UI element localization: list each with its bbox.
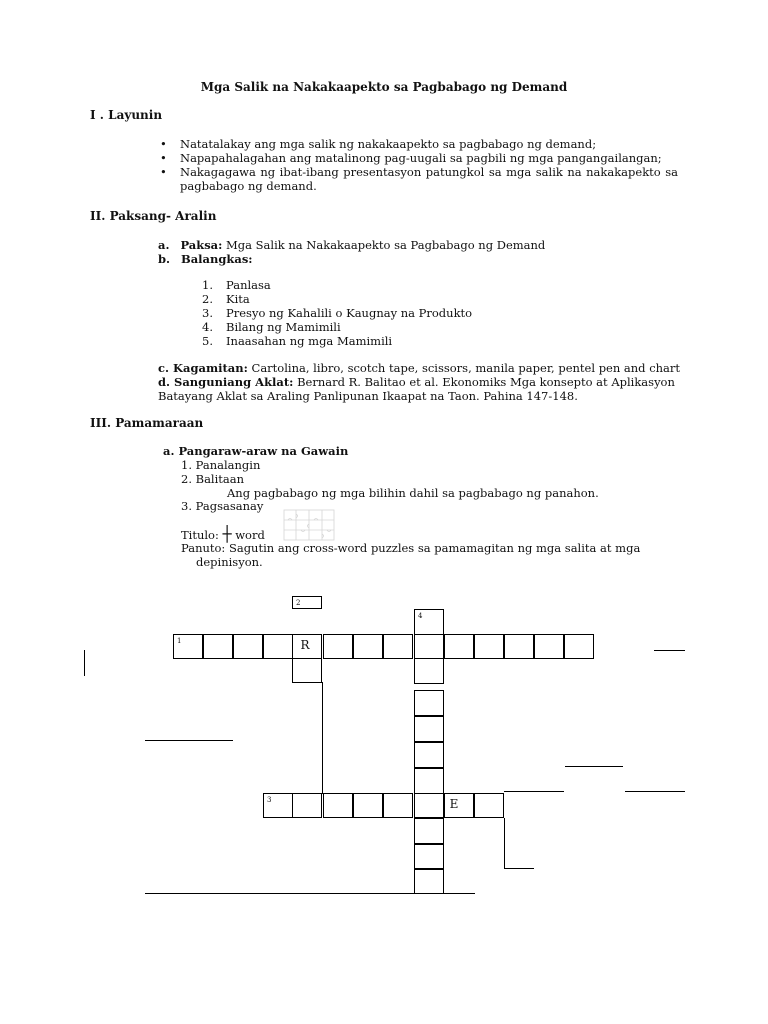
crossword-cell[interactable] <box>414 609 444 635</box>
crossword-cell[interactable] <box>383 634 413 659</box>
objective-item: • Natatalakay ang mga salik ng nakakaapekto sa pagbabago ng demand; <box>160 137 597 151</box>
clue-number-4: 4 <box>418 612 423 620</box>
list-marker-a: a. <box>158 238 170 252</box>
crossword-cell[interactable] <box>383 793 413 818</box>
crossword-cell[interactable] <box>444 793 474 818</box>
answer-line <box>625 791 685 792</box>
bullet-icon: • <box>160 165 167 179</box>
titulo-line <box>181 527 265 542</box>
titulo-word: word <box>235 528 265 542</box>
crossword-cell[interactable] <box>474 634 504 659</box>
crossword-cell[interactable] <box>353 793 383 818</box>
crossword-cell[interactable] <box>414 690 444 716</box>
crossword-cell[interactable] <box>444 634 474 659</box>
crossword-cell[interactable] <box>263 793 293 818</box>
crossword-letter-r: R <box>300 638 310 652</box>
answer-line <box>504 868 534 869</box>
crossword-cell[interactable] <box>414 844 444 870</box>
topic-line <box>158 238 545 252</box>
clue-number-3: 3 <box>267 796 272 804</box>
crossword-cell[interactable] <box>233 634 263 659</box>
activity-balitaan: 2. Balitaan <box>181 472 245 486</box>
crossword-cell[interactable] <box>414 742 444 768</box>
crossword-cell[interactable] <box>203 634 233 659</box>
outline-item: 4. Bilang ng Mamimili <box>202 320 341 334</box>
crossword-cell[interactable] <box>414 634 444 659</box>
crossword-cell[interactable] <box>414 658 444 684</box>
daily-activities-heading: a. Pangaraw-araw na Gawain <box>163 444 349 458</box>
crossword-cell[interactable] <box>263 634 293 659</box>
answer-line <box>565 766 623 767</box>
materials-value: Cartolina, libro, scotch tape, scissors, manila paper, pentel pen and chart <box>251 361 681 375</box>
grid-line <box>504 818 505 868</box>
crossword-cell[interactable] <box>414 818 444 844</box>
outline-item: 1. Panlasa <box>202 278 271 292</box>
bullet-icon: • <box>160 137 167 151</box>
crossword-cell[interactable] <box>292 634 322 659</box>
crossword-cell[interactable] <box>414 868 444 894</box>
list-marker-b: b. <box>158 252 171 266</box>
panuto-line-2: depinisyon. <box>196 555 263 569</box>
crossword-cell[interactable] <box>564 634 594 659</box>
crossword-cell[interactable] <box>323 793 353 818</box>
topic-label: Paksa: <box>180 238 223 252</box>
materials-label: c. Kagamitan: <box>158 361 248 375</box>
topic-value: Mga Salik na Nakakaapekto sa Pagbabago ng Demand <box>226 238 546 252</box>
section-heading-layunin: I . Layunin <box>90 108 163 122</box>
outline-line <box>158 252 253 266</box>
crossword-cell[interactable] <box>474 793 504 818</box>
crossword-cell[interactable] <box>292 658 322 683</box>
section-heading-pamamaraan: III. Pamamaraan <box>90 416 204 430</box>
balitaan-text: Ang pagbabago ng mga bilihin dahil sa pagbabago ng panahon. <box>227 486 599 500</box>
outline-item: 2. Kita <box>202 292 250 306</box>
grid-line <box>322 682 323 794</box>
bullet-icon: • <box>160 151 167 165</box>
crossword-cell[interactable] <box>534 634 564 659</box>
reference-line <box>158 375 678 389</box>
crossword-letter-e: E <box>449 797 459 811</box>
reference-value-1: Bernard R. Balitao et al. Ekonomiks Mga konsepto at Aplikasyon <box>297 375 675 389</box>
clue-number-2: 2 <box>296 599 301 607</box>
section-heading-paksang-aralin: II. Paksang- Aralin <box>90 209 217 223</box>
materials-line <box>158 361 680 375</box>
crossword-cell[interactable] <box>353 634 383 659</box>
crossword-cell[interactable] <box>504 634 534 659</box>
crossword-cell[interactable] <box>414 768 444 794</box>
answer-line <box>504 791 564 792</box>
crossword-cell[interactable] <box>292 793 322 818</box>
crossword-cell[interactable] <box>292 596 322 609</box>
document-title: Mga Salik na Nakakaapekto sa Pagbabago ng Demand <box>200 80 568 94</box>
crossword-cell[interactable] <box>414 716 444 742</box>
crossword-cell[interactable] <box>323 634 353 659</box>
outline-list <box>202 278 472 348</box>
objective-item: • Napapahalagahan ang matalinong pag-uugali sa pagbili ng mga pangangailangan; <box>160 151 662 165</box>
titulo-label: Titulo: <box>181 528 219 542</box>
reference-label: d. Sanguniang Aklat: <box>158 375 294 389</box>
crossword-cell[interactable] <box>173 634 203 659</box>
puzzle-image <box>283 509 335 541</box>
outline-item: 5. Inaasahan ng mga Mamimili <box>202 334 393 348</box>
crossword-symbol-icon: ┼ <box>222 525 232 543</box>
objectives-list <box>158 137 678 193</box>
answer-line <box>654 650 685 651</box>
activity-pagsasanay: 3. Pagsasanay <box>181 499 264 513</box>
panuto-line-1: Panuto: Sagutin ang cross-word puzzles sa pamamagitan ng mga salita at mga <box>181 541 641 555</box>
activity-panalangin: 1. Panalangin <box>181 458 261 472</box>
outline-item: 3. Presyo ng Kahalili o Kaugnay na Produkto <box>202 306 473 320</box>
margin-line <box>84 650 85 676</box>
objective-item: • Nakagagawa ng ibat-ibang presentasyon patungkol sa mga salik na nakakapekto sa pagbabago ng demand. <box>160 165 678 193</box>
clue-number-1: 1 <box>177 637 182 645</box>
reference-value-2: Batayang Aklat sa Araling Panlipunan Ikaapat na Taon. Pahina 147-148. <box>158 389 578 403</box>
answer-line <box>145 893 475 894</box>
answer-line <box>145 740 233 741</box>
outline-label: Balangkas: <box>181 252 253 266</box>
